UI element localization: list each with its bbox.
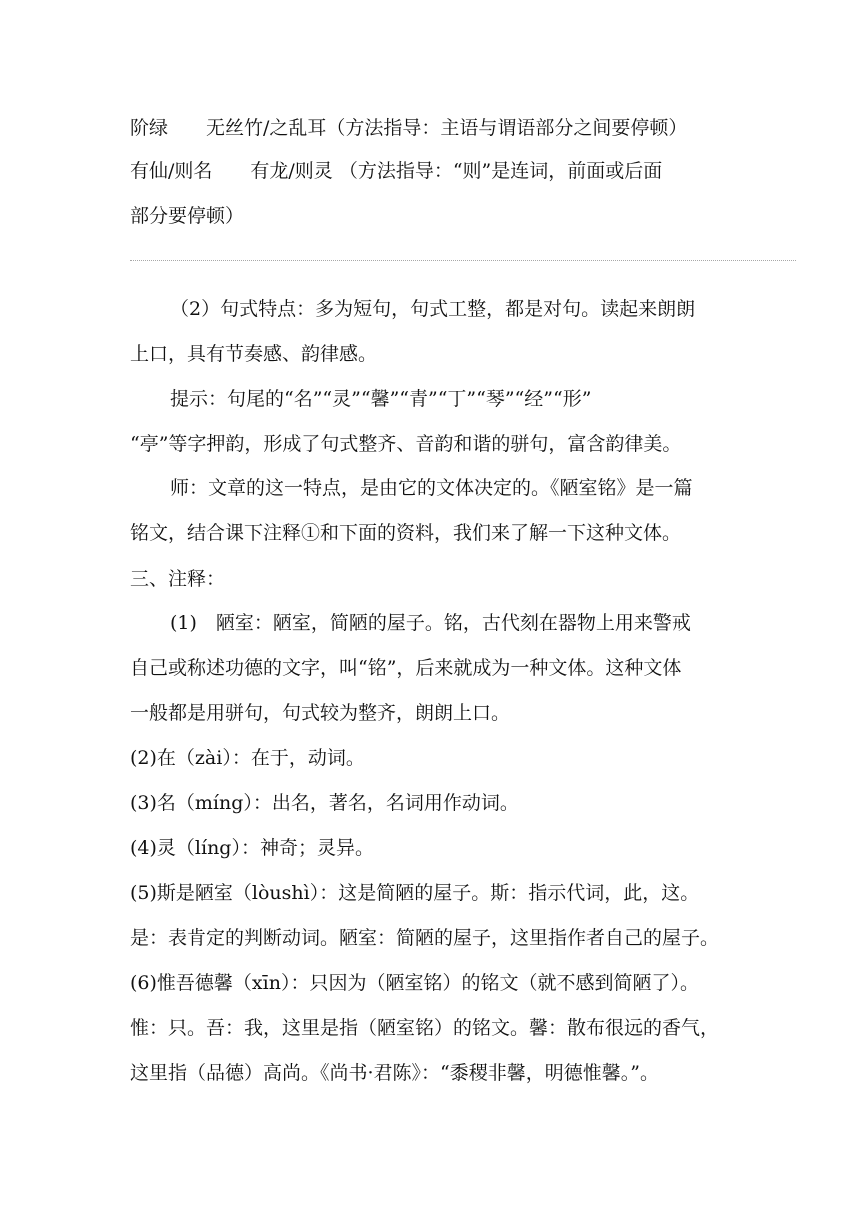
text-line-method-pause-conjunction: 有仙/则名 有龙/则灵 （方法指导：“则”是连词，前面或后面 xyxy=(130,160,663,182)
text-line-hint-rhyme-cont: “亭”等字押韵，形成了句式整齐、音韵和谐的骈句，富含韵律美。 xyxy=(130,433,682,455)
annotation-5-line-1: (5)斯是陋室（lòushì）：这是简陋的屋子。斯：指示代词，此，这。 xyxy=(130,882,700,904)
section-heading-annotations: 三、注释： xyxy=(130,568,226,590)
annotation-1-line-3: 一般都是用骈句，句式较为整齐，朗朗上口。 xyxy=(130,702,511,724)
text-line-method-pause-subject: 阶绿 无丝竹/之乱耳（方法指导：主语与谓语部分之间要停顿） xyxy=(130,117,688,139)
text-line-teacher-genre: 师：文章的这一特点，是由它的文体决定的。《陋室铭》是一篇 xyxy=(170,477,693,499)
text-line-method-pause-conjunction-cont: 部分要停顿） xyxy=(130,205,245,227)
annotation-6-line-3: 这里指（品德）高尚。《尚书·君陈》：“黍稷非馨，明德惟馨。”。 xyxy=(130,1062,659,1084)
section-divider xyxy=(130,260,796,261)
text-line-hint-rhyme: 提示：句尾的“名”“灵”“馨”“青”“丁”“琴”“经”“形” xyxy=(170,388,592,410)
annotation-2: (2)在（zài）：在于，动词。 xyxy=(130,747,365,769)
annotation-3: (3)名（míng）：出名，著名，名词用作动词。 xyxy=(130,792,519,814)
annotation-5-line-2: 是：表肯定的判断动词。陋室：简陋的屋子，这里指作者自己的屋子。 xyxy=(130,927,720,949)
text-line-teacher-genre-cont: 铭文，结合课下注释①和下面的资料，我们来了解一下这种文体。 xyxy=(130,522,682,544)
annotation-1-line-2: 自己或称述功德的文字，叫“铭”，后来就成为一种文体。这种文体 xyxy=(130,657,682,679)
annotation-6-line-1: (6)惟吾德馨（xīn）：只因为（陋室铭）的铭文（就不感到简陋了）。 xyxy=(130,972,699,994)
annotation-4: (4)灵（líng）：神奇；灵异。 xyxy=(130,837,374,859)
text-line-sentence-features-cont: 上口，具有节奏感、韵律感。 xyxy=(130,343,378,365)
text-line-sentence-features: （2）句式特点：多为短句，句式工整，都是对句。读起来朗朗 xyxy=(170,298,696,320)
annotation-6-line-2: 惟：只。吾：我，这里是指（陋室铭）的铭文。馨：散布很远的香气， xyxy=(130,1017,720,1039)
annotation-1-line-1: (1) 陋室：陋室，简陋的屋子。铭，古代刻在器物上用来警戒 xyxy=(170,612,691,634)
